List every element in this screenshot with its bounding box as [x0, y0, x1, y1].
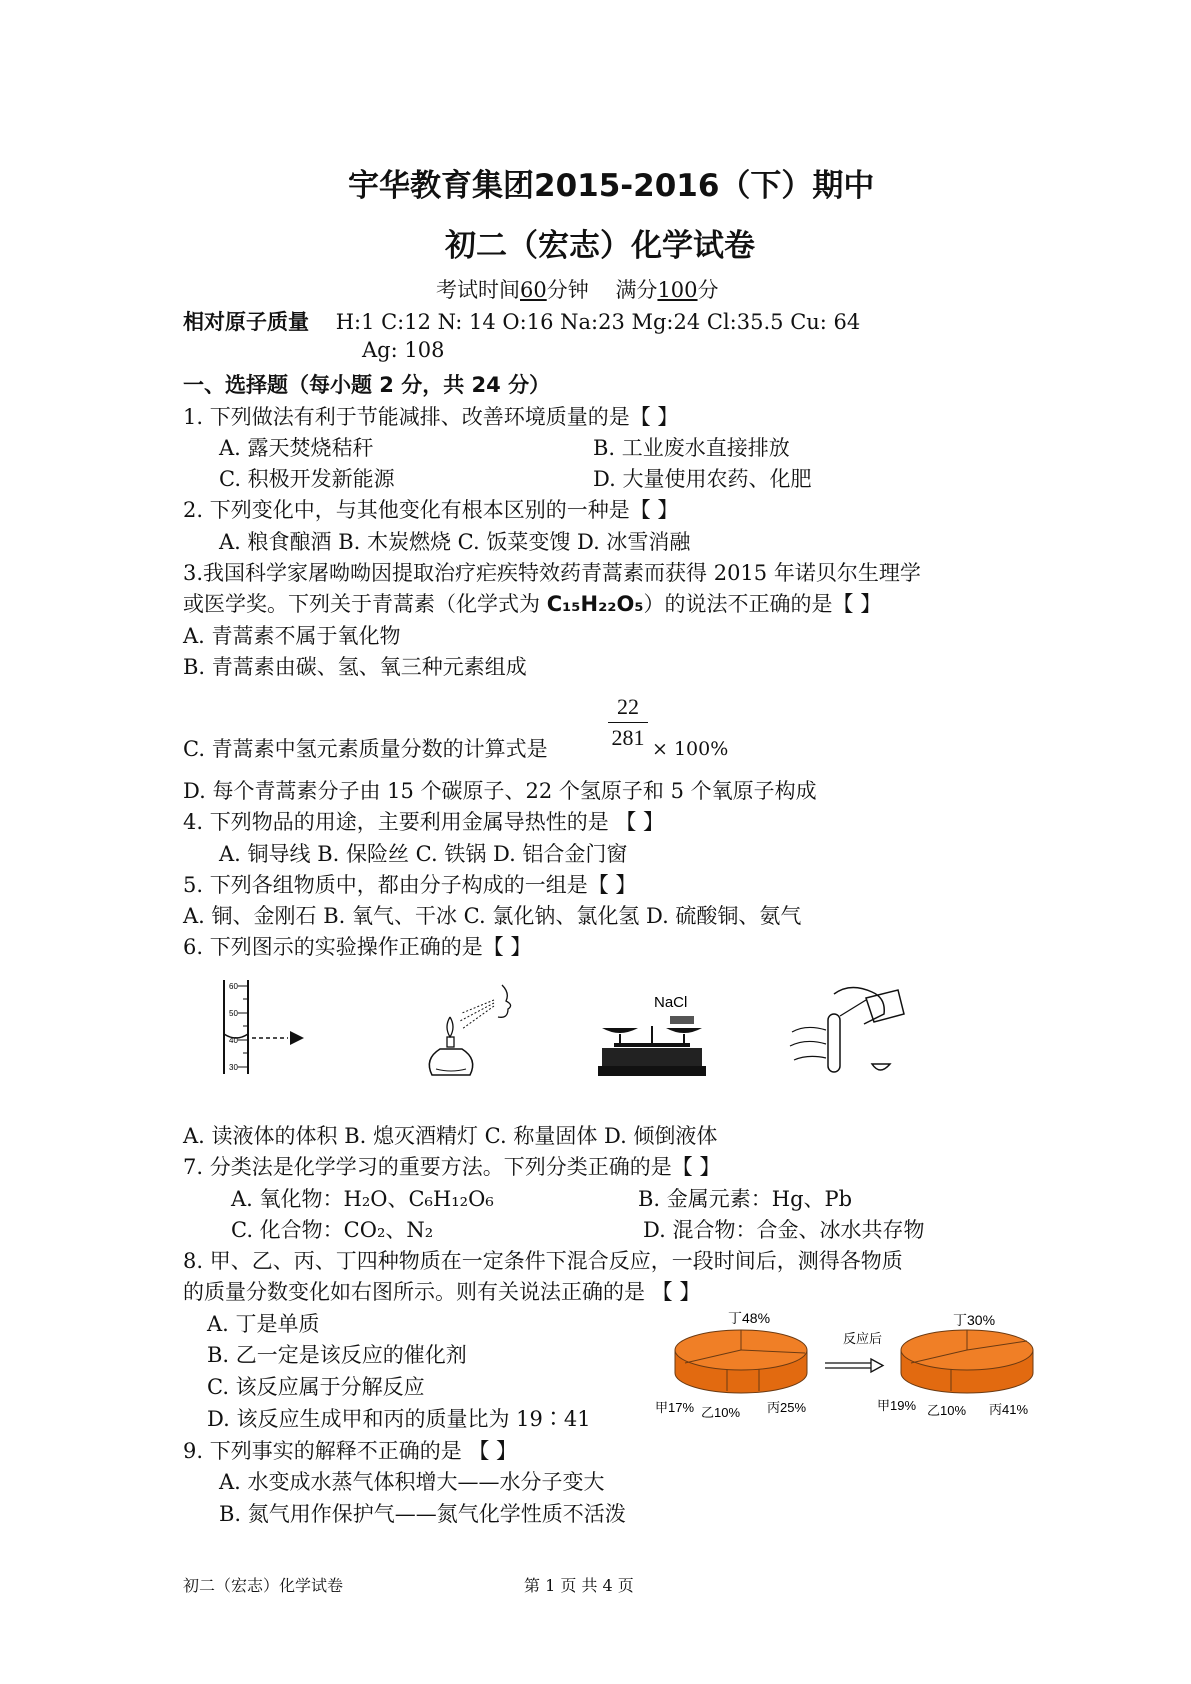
question-5-options: A. 铜、金刚石 B. 氧气、干冰 C. 氯化钠、氯化氢 D. 硫酸铜、氨气 — [183, 904, 802, 928]
question-3-option-c: C. 青蒿素中氢元素质量分数的计算式是 — [183, 737, 548, 761]
question-6-stem: 6. 下列图示的实验操作正确的是【 】 — [183, 935, 532, 959]
after-ding-label: 丁30% — [953, 1312, 996, 1328]
question-3-option-a: A. 青蒿素不属于氧化物 — [183, 624, 401, 648]
atomic-mass-values-2: Ag: 108 — [362, 338, 445, 362]
pie-comparison-figure — [655, 1305, 1055, 1425]
after-jia-label: 甲19% — [877, 1398, 917, 1413]
question-9-option-b: B. 氮气用作保护气——氮气化学性质不活泼 — [219, 1502, 626, 1526]
artemisinin-formula: C₁₅H₂₂O₅ — [546, 592, 644, 616]
graduated-cylinder-figure — [210, 978, 330, 1080]
before-ding-label: 丁48% — [728, 1310, 771, 1326]
time-value: 60 — [520, 278, 547, 302]
arrow-label: 反应后 — [843, 1331, 883, 1346]
eye-icon — [290, 1031, 304, 1045]
right-pan-icon — [666, 1028, 702, 1033]
fraction-bar — [608, 722, 648, 723]
after-bing-label: 丙41% — [989, 1402, 1029, 1417]
question-8-option-b: B. 乙一定是该反应的催化剂 — [207, 1343, 467, 1367]
cyl-tick-40: 40 — [229, 1036, 238, 1045]
before-yi-label: 乙10% — [701, 1405, 741, 1420]
reagent-bottle-icon — [866, 990, 904, 1022]
question-4-options: A. 铜导线 B. 保险丝 C. 铁锅 D. 铝合金门窗 — [219, 842, 628, 866]
cyl-tick-60: 60 — [229, 982, 238, 991]
before-bing-label: 丙25% — [767, 1400, 807, 1415]
section-heading: 一、选择题（每小题 2 分，共 24 分） — [183, 373, 551, 397]
question-9-option-a: A. 水变成水蒸气体积增大——水分子变大 — [219, 1470, 605, 1494]
atomic-mass-label: 相对原子质量 — [183, 310, 309, 334]
after-yi-label: 乙10% — [927, 1403, 967, 1418]
question-3-stem-2b: ）的说法不正确的是【 】 — [643, 592, 882, 616]
cyl-tick-50: 50 — [229, 1009, 238, 1018]
question-3-stem: 3.我国科学家屠呦呦因提取治疗疟疾特效药青蒿素而获得 2015 年诺贝尔生理学 — [183, 561, 921, 585]
question-7-option-a: A. 氧化物：H₂O、C₆H₁₂O₆ — [231, 1187, 494, 1211]
atomic-mass-row — [183, 306, 860, 336]
pie-after — [877, 1312, 1033, 1418]
exam-subtitle: 初二（宏志）化学试卷 — [445, 228, 755, 264]
question-7-option-c: C. 化合物：CO₂、N₂ — [231, 1218, 434, 1242]
fraction-denominator: 281 — [611, 725, 645, 750]
question-6-options: A. 读液体的体积 B. 熄灭酒精灯 C. 称量固体 D. 倾倒液体 — [183, 1124, 718, 1148]
score-unit: 分 — [697, 278, 719, 302]
fraction-numerator: 22 — [617, 694, 639, 719]
question-3-option-b: B. 青蒿素由碳、氢、氧三种元素组成 — [183, 655, 527, 679]
flame-icon — [447, 1017, 453, 1037]
question-3-option-d: D. 每个青蒿素分子由 15 个碳原子、22 个氢原子和 5 个氧原子构成 — [183, 779, 817, 803]
alcohol-lamp-figure — [410, 975, 520, 1085]
question-7-stem: 7. 分类法是化学学习的重要方法。下列分类正确的是【 】 — [183, 1155, 721, 1179]
score-label: 满分 — [615, 278, 658, 302]
fraction-percent: × 100% — [652, 738, 729, 760]
question-8-stem: 8. 甲、乙、丙、丁四种物质在一定条件下混合反应，一段时间后，测得各物质 — [183, 1249, 903, 1273]
question-2-stem: 2. 下列变化中，与其他变化有根本区别的一种是【 】 — [183, 498, 679, 522]
page-number: 第 1 页 共 4 页 — [524, 1576, 634, 1595]
time-label: 考试时间 — [436, 278, 520, 302]
question-3-stem-2a: 或医学奖。下列关于青蒿素（化学式为 — [183, 592, 547, 616]
footer-left: 初二（宏志）化学试卷 — [183, 1576, 344, 1595]
question-3-stem-2 — [183, 588, 881, 618]
question-7-option-b: B. 金属元素：Hg、Pb — [638, 1187, 853, 1211]
question-1-option-d: D. 大量使用农药、化肥 — [593, 467, 812, 491]
question-1-option-a: A. 露天焚烧秸秆 — [219, 436, 374, 460]
question-8-option-d: D. 该反应生成甲和丙的质量比为 19∶41 — [207, 1407, 591, 1431]
hand-icon — [834, 987, 884, 1024]
question-8-option-c: C. 该反应属于分解反应 — [207, 1375, 425, 1399]
stopper-icon — [872, 1064, 890, 1070]
time-unit: 分钟 — [546, 278, 589, 302]
question-1-stem: 1. 下列做法有利于节能减排、改善环境质量的是【 】 — [183, 405, 679, 429]
cyl-tick-30: 30 — [229, 1063, 238, 1072]
question-9-stem: 9. 下列事实的解释不正确的是 【 】 — [183, 1439, 518, 1463]
exam-title: 宇华教育集团2015-2016（下）期中 — [348, 168, 875, 204]
question-1-option-b: B. 工业废水直接排放 — [593, 436, 790, 460]
balance-base-icon — [602, 1048, 702, 1066]
arrow-icon — [871, 1359, 883, 1372]
pie-before — [655, 1310, 807, 1420]
question-5-stem: 5. 下列各组物质中，都由分子构成的一组是【 】 — [183, 873, 637, 897]
question-8-option-a: A. 丁是单质 — [207, 1312, 320, 1336]
question-7-option-d: D. 混合物：合金、冰水共存物 — [643, 1218, 925, 1242]
test-tube-icon — [828, 1014, 840, 1072]
question-1-option-c: C. 积极开发新能源 — [219, 467, 395, 491]
pouring-figure — [780, 980, 920, 1085]
exam-info — [436, 274, 719, 304]
left-pan-icon — [602, 1028, 638, 1033]
question-4-stem: 4. 下列物品的用途，主要利用金属导热性的是 【 】 — [183, 810, 665, 834]
question-8-stem-2: 的质量分数变化如右图所示。则有关说法正确的是 【 】 — [183, 1280, 701, 1304]
mass-fraction — [608, 694, 648, 751]
atomic-mass-values: H:1 C:12 N: 14 O:16 Na:23 Mg:24 Cl:35.5 Cu: 64 — [335, 310, 861, 334]
question-2-options: A. 粮食酿酒 B. 木炭燃烧 C. 饭菜变馊 D. 冰雪消融 — [219, 530, 691, 554]
before-jia-label: 甲17% — [655, 1400, 695, 1415]
face-icon — [498, 985, 511, 1017]
balance-figure — [594, 990, 719, 1085]
nacl-label: NaCl — [654, 994, 688, 1011]
score-value: 100 — [657, 278, 698, 302]
